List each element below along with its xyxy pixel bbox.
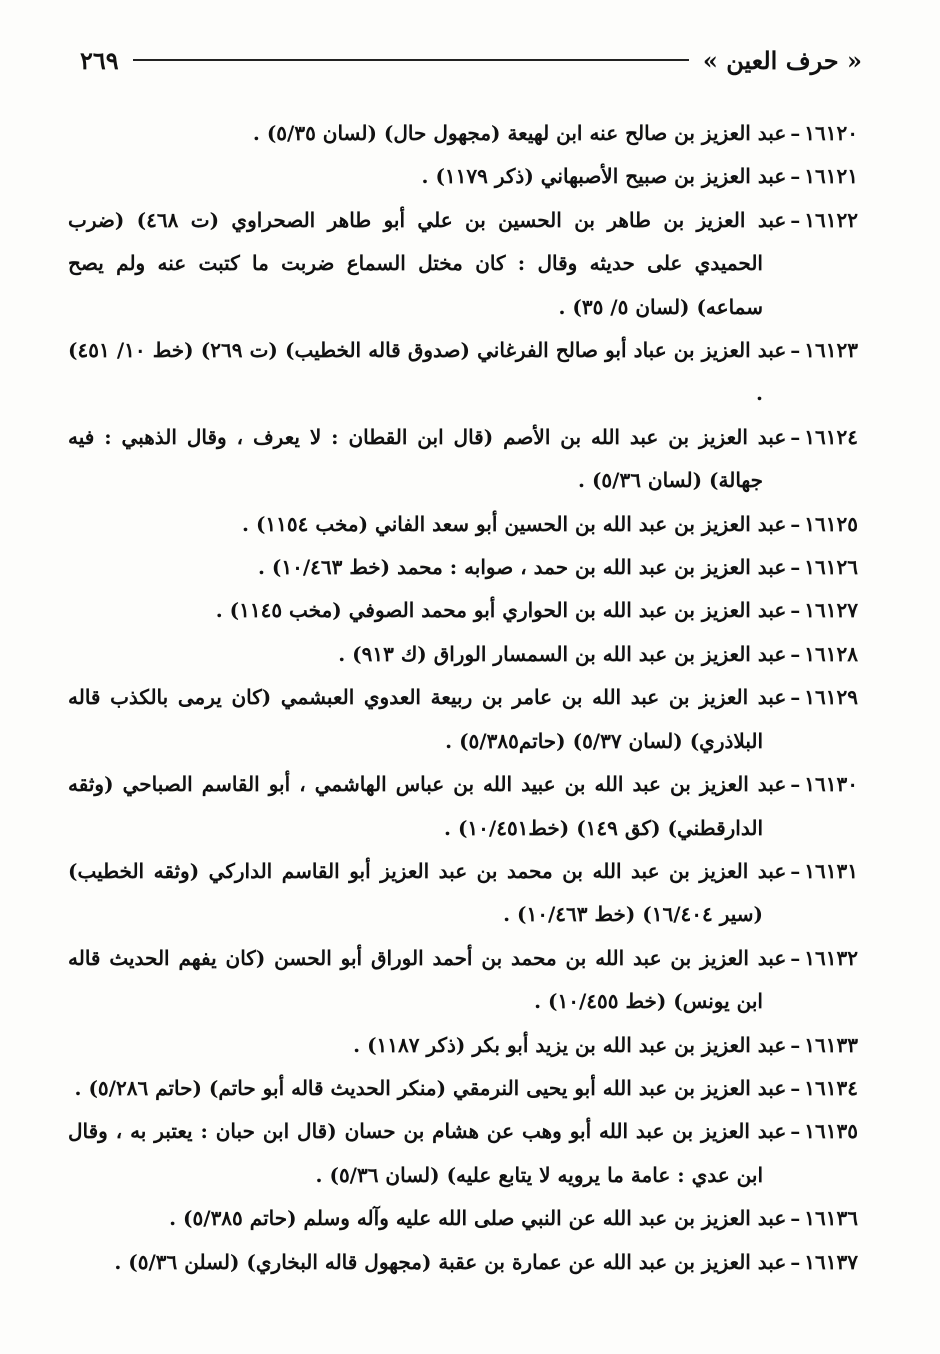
entry-dash: – bbox=[790, 641, 801, 666]
entry-16135 bbox=[68, 1110, 858, 1197]
entry-number: ١٦١٣٤ bbox=[804, 1075, 858, 1100]
entry-number: ١٦١٣٧ bbox=[804, 1249, 858, 1274]
entry-16122 bbox=[68, 199, 858, 329]
entry-text: عبد العزيز بن عبد الله بن محمد بن عبد العزيز أبو القاسم الداركي (وثقه الخطيب) (سير ١٦/٤٠٤) (خط ١٠/٤٦٣) . bbox=[68, 858, 787, 927]
entry-dash: – bbox=[790, 1032, 801, 1057]
entry-number: ١٦١٢٢ bbox=[804, 207, 859, 232]
page-header bbox=[80, 40, 862, 80]
entry-dash: – bbox=[790, 164, 801, 189]
entry-number: ١٦١٢٨ bbox=[804, 641, 858, 666]
entry-dash: – bbox=[790, 1206, 801, 1231]
entry-text: عبد العزيز بن عبد الله بن الحواري أبو محمد الصوفي (مخب ١١٤٥) . bbox=[215, 598, 787, 623]
entry-text: عبد العزيز بن عبد الله بن السمسار الوراق (ك ٩١٣) . bbox=[338, 641, 787, 666]
entry-list bbox=[68, 112, 858, 1284]
entry-text: عبد العزيز بن طاهر بن الحسين بن علي أبو طاهر الصحراوي (ت ٤٦٨) (ضرب الحميدي على حديثه وقال : كان مختل السماع ضربت ما كتبت عنه ولم يصح سماعه) (لسان ٥/ ٣٥) . bbox=[68, 207, 787, 319]
entry-dash: – bbox=[790, 207, 801, 232]
entry-16121 bbox=[68, 155, 858, 198]
entry-text: عبد العزيز بن عبد الله بن يزيد أبو بكر (ذكر ١١٨٧) . bbox=[353, 1032, 787, 1057]
entry-number: ١٦١٢٤ bbox=[804, 424, 858, 449]
entry-dash: – bbox=[790, 1119, 801, 1144]
entry-number: ١٦١٢٩ bbox=[804, 685, 858, 710]
entry-number: ١٦١٣٣ bbox=[804, 1032, 858, 1057]
entry-number: ١٦١٣٥ bbox=[804, 1119, 858, 1144]
entry-text: عبد العزيز بن عبد الله عن عمارة بن عقبة (مجهول قاله البخاري) (لسلن ٥/٣٦) . bbox=[114, 1249, 787, 1274]
entry-number: ١٦١٢٧ bbox=[804, 598, 858, 623]
entry-number: ١٦١٣٢ bbox=[804, 945, 858, 970]
entry-text: عبد العزيز بن عبد الله بن الأصم (قال ابن القطان : لا يعرف ، وقال الذهبي : فيه جهالة) (لسان ٥/٣٦) . bbox=[68, 424, 787, 493]
entry-16128 bbox=[68, 633, 858, 676]
entry-number: ١٦١٢٦ bbox=[804, 555, 858, 580]
entry-text: عبد العزيز بن عباد أبو صالح الفرغاني (صدوق قاله الخطيب) (ت ٢٦٩) (خط ١٠/ ٤٥١) . bbox=[68, 338, 787, 406]
entry-dash: – bbox=[790, 772, 801, 797]
page-number: ٢٦٩ bbox=[80, 45, 119, 75]
entry-text: عبد العزيز بن عبد الله عن النبي صلى الله عليه وآله وسلم (حاتم ٥/٣٨٥) . bbox=[169, 1206, 787, 1231]
entry-text: عبد العزيز بن عبد الله بن حمد ، صوابه : محمد (خط ١٠/٤٦٣) . bbox=[257, 555, 787, 580]
entry-text: عبد العزيز بن عبد الله أبو وهب عن هشام بن حسان (قال ابن حبان : يعتبر به ، وقال ابن عدي : عامة ما يرويه لا يتابع عليه) (لسان ٥/٣٦) . bbox=[68, 1119, 787, 1187]
entry-dash: – bbox=[790, 945, 801, 970]
entry-number: ١٦١٣١ bbox=[804, 858, 858, 883]
entry-dash: – bbox=[790, 424, 801, 449]
entry-number: ١٦١٣٠ bbox=[804, 772, 858, 797]
entry-16127 bbox=[68, 589, 858, 632]
entry-16120 bbox=[68, 112, 858, 155]
header-rule bbox=[133, 59, 689, 61]
entry-text: عبد العزيز بن عبد الله بن الحسين أبو سعد الفاني (مخب ١١٥٤) . bbox=[242, 511, 787, 536]
entry-16137 bbox=[68, 1241, 858, 1284]
entry-16134 bbox=[68, 1067, 858, 1110]
entry-16131 bbox=[68, 850, 858, 937]
entry-16124 bbox=[68, 416, 858, 503]
entry-number: ١٦١٢٣ bbox=[804, 338, 858, 363]
entry-16129 bbox=[68, 676, 858, 763]
entry-dash: – bbox=[790, 598, 801, 623]
entry-number: ١٦١٣٦ bbox=[804, 1206, 858, 1231]
entry-number: ١٦١٢٠ bbox=[804, 121, 858, 145]
entry-dash: – bbox=[790, 121, 801, 145]
entry-number: ١٦١٢٥ bbox=[804, 511, 858, 536]
entry-text: عبد العزيز بن عبد الله بن عبيد الله بن عباس الهاشمي ، أبو القاسم الصباحي (وثقه الدارقطني) (كق ١٤٩) (خط١٠/٤٥١) . bbox=[68, 772, 787, 840]
entry-dash: – bbox=[790, 858, 801, 883]
entry-16133 bbox=[68, 1024, 858, 1067]
entry-dash: – bbox=[790, 511, 801, 536]
entry-dash: – bbox=[790, 1249, 801, 1274]
entry-number: ١٦١٢١ bbox=[804, 164, 858, 189]
entry-dash: – bbox=[790, 555, 801, 580]
entry-dash: – bbox=[790, 338, 801, 363]
entry-16125 bbox=[68, 503, 858, 546]
entry-16130 bbox=[68, 763, 858, 850]
entry-16132 bbox=[68, 937, 858, 1024]
entry-text: عبد العزيز بن صبيح الأصبهاني (ذكر ١١٧٩) . bbox=[421, 164, 787, 189]
running-title: « حرف العين » bbox=[702, 45, 862, 75]
entry-16123 bbox=[68, 329, 858, 416]
entry-text: عبد العزيز بن عبد الله أبو يحيى النرمقي (منكر الحديث قاله أبو حاتم) (حاتم ٥/٢٨٦) . bbox=[74, 1075, 787, 1100]
entry-16136 bbox=[68, 1197, 858, 1240]
entry-16126 bbox=[68, 546, 858, 589]
entry-text: عبد العزيز بن عبد الله بن محمد بن أحمد الوراق أبو الحسن (كان يفهم الحديث قاله ابن يونس) (خط ١٠/٤٥٥) . bbox=[68, 945, 787, 1014]
entry-dash: – bbox=[790, 685, 801, 710]
entry-dash: – bbox=[790, 1075, 801, 1100]
entry-text: عبد العزيز بن عبد الله بن عامر بن ربيعة العدوي العبشمي (كان يرمى بالكذب قاله البلاذري) (لسان ٥/٣٧) (حاتم٥/٣٨٥) . bbox=[68, 685, 787, 753]
entry-text: عبد العزيز بن صالح عنه ابن لهيعة (مجهول حال) (لسان ٥/٣٥) . bbox=[252, 121, 787, 145]
